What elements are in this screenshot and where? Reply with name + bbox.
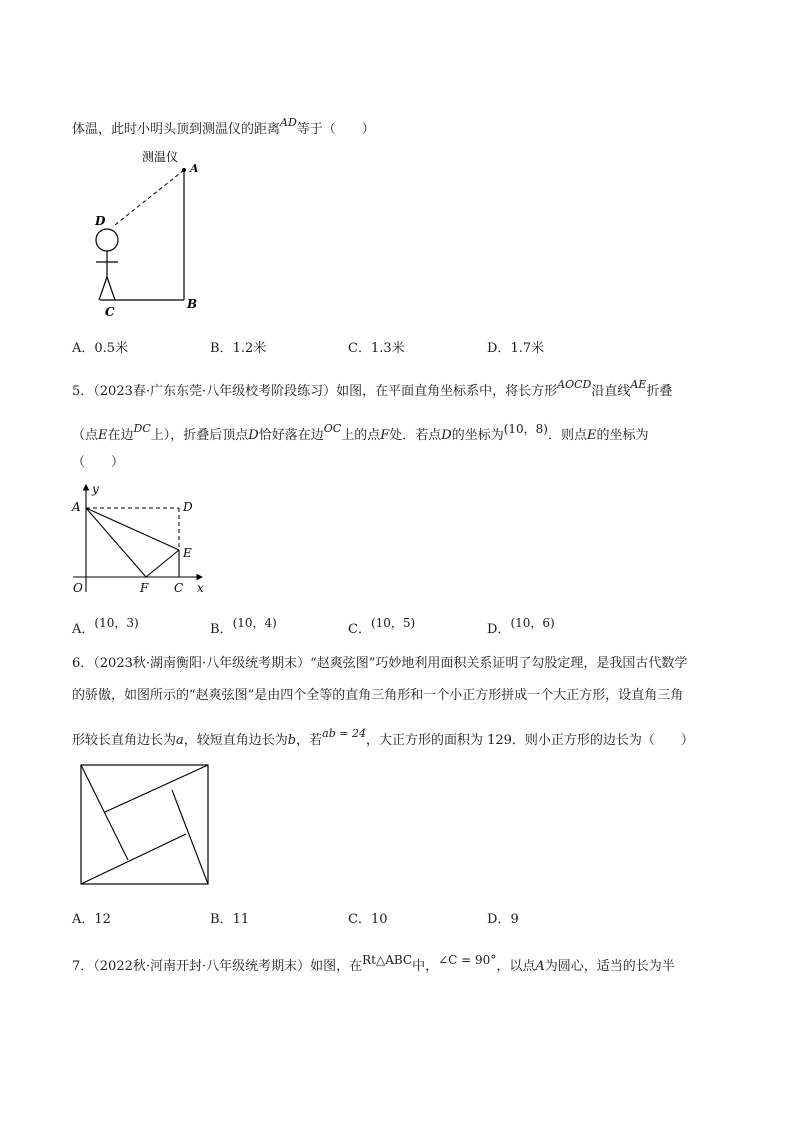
stick-figure-leg-right [107,277,115,300]
label-D: D [183,500,193,514]
segment-FE [146,550,179,577]
q6-option-d[interactable]: D．9 [487,912,519,927]
device-label: 测温仪 [142,150,179,164]
q5-option-a[interactable]: A．(10，3) [72,616,139,637]
q5-option-c[interactable]: C．(10，5) [348,616,416,637]
q4-option-d[interactable]: D．1.7米 [487,341,545,356]
stick-figure-leg-left [99,277,107,300]
q6-line-3: 形较长直角边长为a，较短直角边长为b，若$^{ab = 24}$，大正方形的面积为 129．则小正方形的边长为（ ） [72,727,694,748]
q6-option-a[interactable]: A．12 [72,912,111,927]
q6-line-1: 6．（2023秋·湖南衡阳·八年级统考期末）“赵爽弦图”巧妙地利用面积关系证明了勾股定理，是我国古代数学 [72,656,688,671]
label-A: A [72,500,81,514]
q5-figure [70,482,210,597]
label-F: F [140,581,149,595]
triangle-leg-3 [172,790,208,884]
q5-line-1: 5．（2023春·广东东莞·八年级校考阶段练习）如图，在平面直角坐标系中，将长方形$^{AOCD}$沿直线$^{AE}$折叠 [72,378,673,399]
triangle-leg-4 [81,834,186,884]
q4-option-c[interactable]: C．1.3米 [348,341,405,356]
q4-figure [90,145,230,320]
segment-AD [115,170,184,225]
math-AD: AD [280,116,297,129]
q4-stem: 体温，此时小明头顶到测温仪的距离$^{AD}$等于（ ） [72,116,375,137]
label-y: y [92,482,99,496]
large-square [81,765,208,884]
label-B: B [187,297,198,311]
q7-line-1: 7．（2022秋·河南开封·八年级统考期末）如图，在Rt△ABC中，∠C = 90°，以点A为圆心，适当的长为半 [72,953,675,974]
q5-line-2: （点E在边$^{DC}$上），折叠后顶点D恰好落在边$^{OC}$上的点F处．若点D的坐标为(10，8)．则点E的坐标为 [72,422,649,443]
q5-option-b[interactable]: B．(10，4) [210,616,277,637]
segment-AF [86,508,146,577]
q4-option-a[interactable]: A．0.5米 [72,341,129,356]
triangle-leg-1 [81,765,128,860]
q6-line-2: 的骄傲，如图所示的“赵爽弦图”是由四个全等的直角三角形和一个小正方形拼成一个大正方形，设直角三角 [72,688,684,703]
label-O: O [73,581,83,595]
label-A: A [190,162,199,175]
triangle-leg-2 [105,765,208,812]
q4-option-b[interactable]: B．1.2米 [210,341,267,356]
q5-line-3: （ ） [72,455,125,470]
stick-figure-head [96,229,118,251]
label-C: C [105,305,115,319]
label-C: C [174,581,184,595]
label-D: D [95,214,106,228]
label-x: x [197,581,204,595]
segment-AE [86,508,179,550]
zhao-shuang-figure [80,764,210,886]
q6-option-c[interactable]: C．10 [348,912,388,927]
q6-option-b[interactable]: B．11 [210,912,250,927]
q5-option-d[interactable]: D．(10，6) [487,616,555,637]
label-E: E [183,546,192,560]
